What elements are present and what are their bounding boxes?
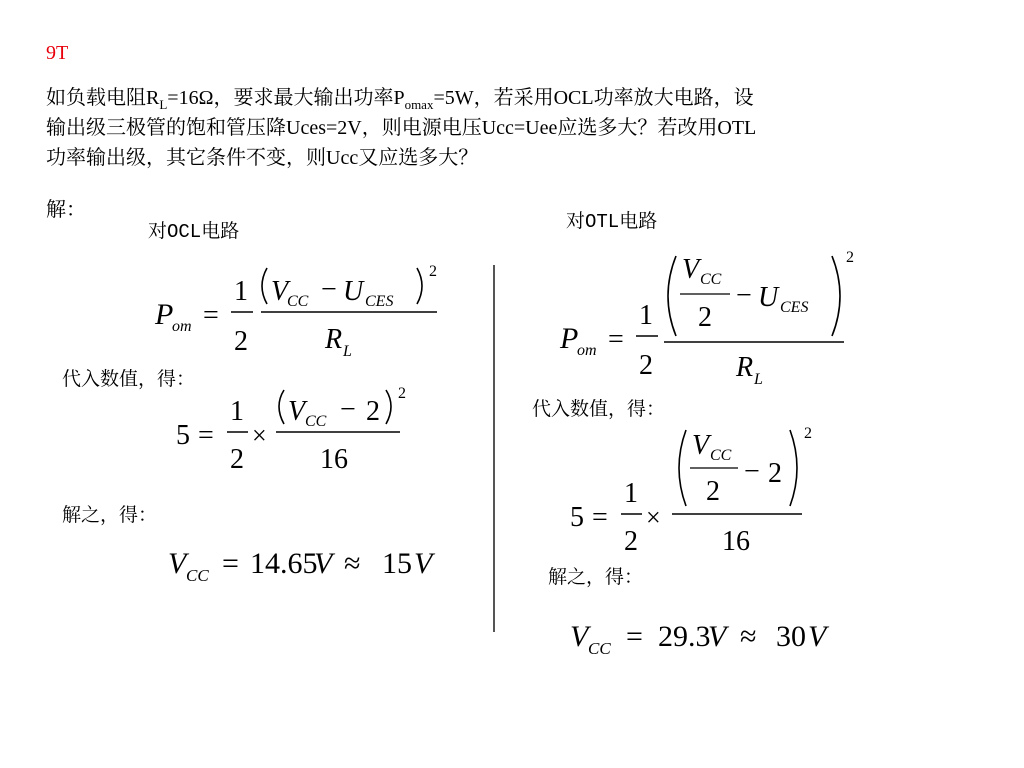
ocl-left-paren <box>262 268 267 304</box>
otl-sub-lhs: 5 <box>570 502 584 533</box>
otl-sub-minus: − <box>744 456 760 487</box>
otl-result <box>562 612 852 667</box>
ocl-minus: − <box>321 274 337 305</box>
otl-left-paren <box>668 256 676 336</box>
ocl-exponent: 2 <box>429 263 437 280</box>
ocl-res-rounded: 15 <box>382 547 412 580</box>
problem-line-1-mid: =16Ω，要求最大输出功率P <box>167 87 405 109</box>
column-divider <box>493 265 495 632</box>
otl-sub-equals: = <box>592 502 608 533</box>
ocl-v-symbol: V <box>271 276 289 307</box>
otl-u-symbol: U <box>758 282 779 313</box>
otl-minus: − <box>736 280 752 311</box>
ocl-sub-value: 2 <box>366 396 380 427</box>
otl-sub-inner-den: 2 <box>706 476 720 507</box>
ocl-r-subscript: L <box>343 343 352 360</box>
ocl-v-subscript: CC <box>287 293 309 310</box>
ocl-sub-denominator: 16 <box>320 444 348 475</box>
ocl-res-approx: ≈ <box>344 547 361 580</box>
ocl-p-symbol: P <box>155 298 174 331</box>
ocl-sub-half-den: 2 <box>230 444 244 475</box>
ocl-sub-equals: = <box>198 420 214 451</box>
ocl-sub-left-paren <box>279 390 284 424</box>
otl-right-paren <box>832 256 840 336</box>
otl-sub-left-paren <box>679 430 686 506</box>
ocl-p-subscript: om <box>172 318 192 335</box>
ocl-sub-exponent: 2 <box>398 385 406 402</box>
ocl-res-v-symbol: V <box>168 547 187 580</box>
ocl-half-num: 1 <box>234 276 248 307</box>
otl-sub-half-den: 2 <box>624 526 638 557</box>
otl-formula <box>552 244 872 394</box>
otl-substituted <box>564 420 824 560</box>
otl-substitute-label: 代入数值，得： <box>532 399 666 420</box>
ocl-r-symbol: R <box>325 324 343 355</box>
otl-sub-half-num: 1 <box>624 478 638 509</box>
ocl-equals: = <box>203 300 219 331</box>
ocl-sub-times: × <box>252 421 267 450</box>
otl-sub-exponent: 2 <box>804 425 812 442</box>
ocl-res-v-subscript: CC <box>186 566 209 585</box>
otl-res-rounded: 30 <box>776 620 806 653</box>
otl-half-num: 1 <box>639 300 653 331</box>
otl-r-symbol: R <box>736 352 754 383</box>
ocl-res-equals: = <box>222 547 239 580</box>
ocl-u-symbol: U <box>343 276 364 307</box>
otl-res-equals: = <box>626 620 643 653</box>
otl-inner-den: 2 <box>698 302 712 333</box>
ocl-sub-v-subscript: CC <box>305 413 327 430</box>
otl-res-unit: V <box>708 620 727 653</box>
otl-r-subscript: L <box>754 371 763 388</box>
otl-solve-label: 解之，得： <box>548 567 644 588</box>
otl-half-den: 2 <box>639 350 653 381</box>
otl-res-unit2: V <box>808 620 827 653</box>
otl-p-symbol: P <box>560 322 579 355</box>
otl-sub-right-paren <box>790 430 797 506</box>
otl-sub-times: × <box>646 503 661 532</box>
otl-sub-v-subscript: CC <box>710 447 732 464</box>
ocl-substituted <box>168 382 418 482</box>
otl-res-v-subscript: CC <box>588 639 611 658</box>
rl-subscript: L <box>159 97 168 112</box>
ocl-res-unit: V <box>314 547 333 580</box>
ocl-sub-half-num: 1 <box>230 396 244 427</box>
otl-equals: = <box>608 324 624 355</box>
ocl-u-subscript: CES <box>365 293 394 310</box>
ocl-sub-minus: − <box>340 394 356 425</box>
otl-u-subscript: CES <box>780 299 809 316</box>
otl-res-v-symbol: V <box>570 620 589 653</box>
ocl-result <box>160 535 460 590</box>
ocl-half-den: 2 <box>234 326 248 357</box>
problem-line-1-post: =5W，若采用OCL功率放大电路，设 <box>433 87 754 109</box>
otl-exponent: 2 <box>846 249 854 266</box>
otl-res-approx: ≈ <box>740 620 757 653</box>
solution-label: 解： <box>46 199 86 221</box>
ocl-res-value: 14.65 <box>250 547 318 580</box>
otl-p-subscript: om <box>577 342 597 359</box>
problem-line-3: 功率输出级，其它条件不变，则Ucc又应选多大？ <box>46 147 479 169</box>
otl-v-symbol: V <box>682 254 700 285</box>
ocl-right-paren <box>417 268 422 304</box>
problem-number: 9T <box>46 42 69 64</box>
ocl-solve-label: 解之，得： <box>62 505 158 526</box>
otl-sub-v-symbol: V <box>692 430 710 461</box>
problem-line-2: 输出级三极管的饱和管压降Uces=2V，则电源电压Ucc=Uee应选多大？若改用OTL <box>46 117 757 139</box>
otl-res-value: 29.3 <box>658 620 711 653</box>
ocl-substitute-label: 代入数值，得： <box>62 369 196 390</box>
ocl-sub-right-paren <box>386 390 391 424</box>
otl-sub-denominator: 16 <box>722 526 750 557</box>
ocl-res-unit2: V <box>414 547 433 580</box>
ocl-heading: 对OCL电路 <box>148 221 240 243</box>
otl-heading: 对OTL电路 <box>566 211 658 233</box>
otl-v-subscript: CC <box>700 271 722 288</box>
problem-line-1-pre: 如负载电阻R <box>46 87 160 109</box>
otl-sub-value: 2 <box>768 458 782 489</box>
ocl-formula <box>145 258 450 363</box>
pomax-subscript: omax <box>404 97 434 112</box>
ocl-sub-v-symbol: V <box>288 396 306 427</box>
ocl-sub-lhs: 5 <box>176 420 190 451</box>
